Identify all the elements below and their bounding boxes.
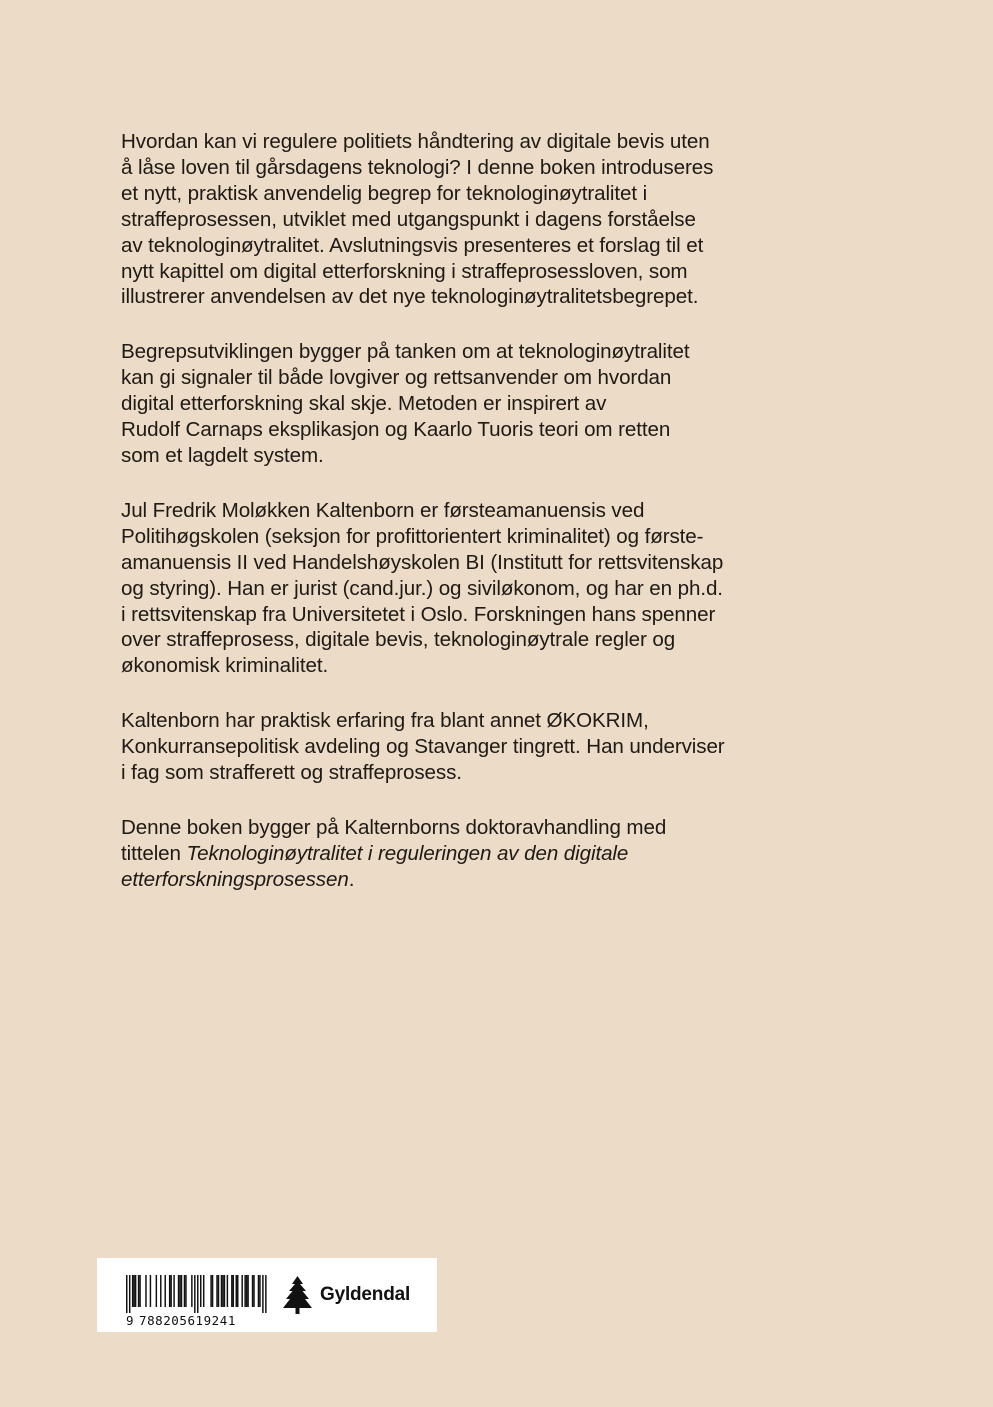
barcode-bar <box>262 1275 263 1313</box>
barcode-box <box>97 1258 437 1332</box>
barcode-bar <box>231 1275 232 1307</box>
publisher-name: Gyldendal <box>320 1284 411 1305</box>
barcode-bar <box>179 1275 180 1307</box>
barcode-bar <box>194 1275 195 1313</box>
publisher-logo <box>282 1275 410 1315</box>
barcode-bar <box>252 1275 253 1307</box>
barcode-bar <box>241 1275 242 1307</box>
blurb-paragraph-method: Begrepsutviklingen bygger på tanken om at teknologinøytralitet kan gi signaler til både lovgiver og rettsanvender om hvordan digital etterforskning skal skje. Metoden er inspirert av Rudolf Carnaps eksplikasjon og Kaarlo Tuoris teori om retten som et lagdelt system. <box>121 340 690 467</box>
blurb <box>121 129 801 893</box>
barcode-bars <box>123 1275 273 1313</box>
barcode-bar <box>259 1275 260 1307</box>
barcode-bar <box>138 1275 139 1307</box>
dissertation-title: Teknologinøytralitet i reguleringen av den digitale etterforskningsprosessen <box>121 841 629 891</box>
barcode-bar <box>218 1275 219 1307</box>
barcode-bar <box>150 1275 151 1307</box>
isbn-digits: 788205619241 <box>139 1313 236 1328</box>
barcode-bar <box>253 1275 254 1307</box>
barcode-bar <box>173 1275 174 1307</box>
barcode-bar <box>126 1275 127 1313</box>
barcode-bar <box>132 1275 133 1307</box>
barcode-bar <box>178 1275 179 1307</box>
barcode-bar <box>133 1275 134 1307</box>
blurb-paragraph-dissertation <box>121 815 801 893</box>
barcode-bar <box>200 1275 201 1307</box>
fir-tree-icon <box>282 1275 313 1315</box>
barcode-bar <box>216 1275 217 1307</box>
barcode-bar <box>169 1275 170 1307</box>
barcode-bar <box>265 1275 266 1313</box>
barcode-bar <box>237 1275 238 1307</box>
dissertation-end-text: . <box>348 867 355 891</box>
barcode-bar <box>222 1275 223 1307</box>
blurb-paragraph-author-experience: Kaltenborn har praktisk erfaring fra blant annet ØKOKRIM, Konkurransepolitisk avdeling og Stavanger tingrett. Han underviser i fag som strafferett og straffeprosess. <box>121 709 725 785</box>
barcode-bar <box>246 1275 247 1307</box>
barcode-bar <box>164 1275 165 1307</box>
barcode-bar <box>160 1275 161 1307</box>
dissertation-lead-text: Denne boken bygger på Kalternborns doktoravhandling med tittelen <box>121 815 667 865</box>
barcode-bar <box>170 1275 171 1307</box>
barcode-bar <box>191 1275 192 1307</box>
barcode-bar <box>156 1275 157 1307</box>
barcode-bar <box>224 1275 225 1307</box>
barcode-bar <box>244 1275 245 1307</box>
isbn-lead-digit: 9 <box>126 1313 134 1328</box>
barcode-bar <box>139 1275 140 1307</box>
barcode-bar <box>236 1275 237 1307</box>
blurb-paragraph-intro: Hvordan kan vi regulere politiets håndtering av digitale bevis uten å låse loven til gårsdagens teknologi? I denne boken introduseres et nytt, praktisk anvendelig begrep for teknologinøytralitet i straffeprosessen, utviklet med utgangspunkt i dagens forståelse av teknologinøytralitet. Avslutningsvis presenteres et forslag til et nytt kapittel om digital etterforskning i straffeprosessloven, som illustrerer anvendelsen av det nye teknologinøytralitetsbegrepet. <box>121 130 714 309</box>
barcode-bar <box>145 1275 146 1307</box>
barcode-bar <box>129 1275 130 1313</box>
blurb-paragraph-author-bio: Jul Fredrik Moløkken Kaltenborn er førsteamanuensis ved Politihøgskolen (seksjon for profittorientert kriminalitet) og første- amanuensis II ved Handelshøyskolen BI (Institutt for rettsvitenskap og styring). Han er jurist (cand.jur.) og siviløkonom, og har en ph.d. i rettsvitenskap fra Universitetet i Oslo. Forskningen hans spenner over straffeprosess, digitale bevis, teknologinøytrale regler og økonomisk kriminalitet. <box>121 498 724 678</box>
barcode-bar <box>181 1275 182 1307</box>
barcode-bar <box>221 1275 222 1307</box>
barcode-bar <box>212 1275 213 1307</box>
barcode-bar <box>233 1275 234 1307</box>
barcode-bar <box>184 1275 185 1307</box>
barcode-bar <box>227 1275 228 1307</box>
barcode-bar <box>258 1275 259 1307</box>
barcode-bar <box>135 1275 136 1307</box>
barcode-bar <box>203 1275 204 1307</box>
barcode-bar <box>247 1275 248 1307</box>
barcode-bar <box>185 1275 186 1307</box>
barcode-bar <box>210 1275 211 1307</box>
barcode-bar <box>197 1275 198 1313</box>
